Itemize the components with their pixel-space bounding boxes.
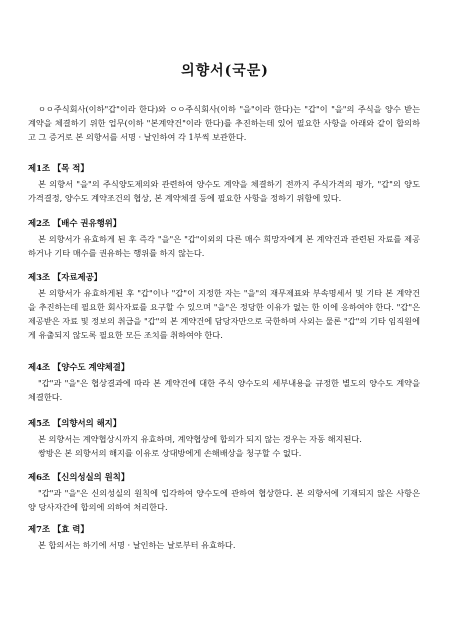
article-paragraph: 본 의향서는 계약협상시까지 유효하며, 계약협상에 합의가 되지 않는 경우는 자동 해지된다.: [38, 434, 362, 444]
article-paragraph: "갑"과 "을"은 신의성실의 원칙에 입각하여 양수도에 관하여 협상한다. 본 의향서에 기재되지 않은 사항은 양 당사자간에 합의에 의하여 처리한다.: [28, 488, 420, 512]
article-body: [28, 376, 420, 404]
article-heading: 제4조 【양수도 계약체결】: [28, 362, 130, 372]
article-body: [28, 432, 420, 460]
intro-paragraph: ㅇㅇ주식회사(이하"갑"이라 한다)와 ㅇㅇ주식회사(이하 "을"이라 한다)는 "갑"이 "을"의 주식을 양수 받는 계약을 체결하기 위한 업무(이하 "본계약건"이라 한다)를 추진하는데 있어 필요한 사항을 아래와 같이 합의하고 그 증거로 본 의향서를 서명 · 날인하여 각 1부씩 보관한다.: [28, 104, 420, 142]
document-title: 의향서(국문): [181, 63, 269, 79]
article-paragraph: 쌍방은 본 의향서의 해지를 이유로 상대방에게 손해배상을 청구할 수 없다.: [38, 448, 302, 458]
article-1: [28, 162, 420, 205]
article-heading: 제6조 【신의성실의 원칙】: [28, 472, 130, 482]
article-5: [28, 417, 420, 460]
article-heading: 제7조 【효 력】: [28, 524, 89, 534]
article-body: [28, 177, 420, 205]
article-body: [28, 286, 420, 342]
article-heading: 제5조 【의향서의 해지】: [28, 418, 122, 428]
article-2: [28, 217, 420, 260]
article-7: [28, 523, 420, 552]
article-body: [28, 232, 420, 260]
article-heading: 제2조 【배수 권유행위】: [28, 218, 122, 228]
article-paragraph: 본 의향서가 유효하게 된 후 즉각 "을"은 "갑"이외의 다른 매수 희망자에게 본 계약건과 관련된 자료를 제공하거나 기타 매수를 권유하는 행위를 하지 않는다.: [28, 234, 420, 258]
article-heading: 제3조 【자료제공】: [28, 272, 103, 282]
article-paragraph: 본 의향서가 유효하게된 후 "갑"이나 "갑"이 지정한 자는 "을"의 재무제표와 부속명세서 및 기타 본 계약건을 추진하는데 필요한 회사자료를 요구할 수 있으며 "을"은 정당한 이유가 없는 한 이에 응하여야 한다. "갑"은 제공받은 자료 및 정보의 취급을 "갑"의 본 계약건에 담당자만으로 국한하며 사외는 물론 "갑"의 기타 임직원에게 유출되지 않도록 필요한 모든 조치를 취하여야 한다.: [28, 288, 420, 340]
article-6: [28, 471, 420, 514]
article-body: [28, 538, 420, 552]
article-3: [28, 271, 420, 342]
article-4: [28, 361, 420, 404]
article-heading: 제1조 【목 적】: [28, 163, 89, 173]
article-paragraph: 본 의향서 "을"의 주식양도제의와 관련하여 양수도 계약을 체결하기 전까지 주식가격의 평가, "갑"의 양도 가격결정, 양수도 계약조건의 협상, 본 계약체결 등에 필요한 사항을 정하기 위함에 있다.: [28, 179, 420, 203]
article-paragraph: "갑"과 "을"은 협상결과에 따라 본 계약건에 대한 주식 양수도의 세부내용을 규정한 별도의 양수도 계약을 체결한다.: [28, 378, 420, 402]
article-body: [28, 486, 420, 514]
article-paragraph: 본 합의서는 하기에 서명 · 날인하는 날로부터 유효하다.: [38, 540, 236, 550]
